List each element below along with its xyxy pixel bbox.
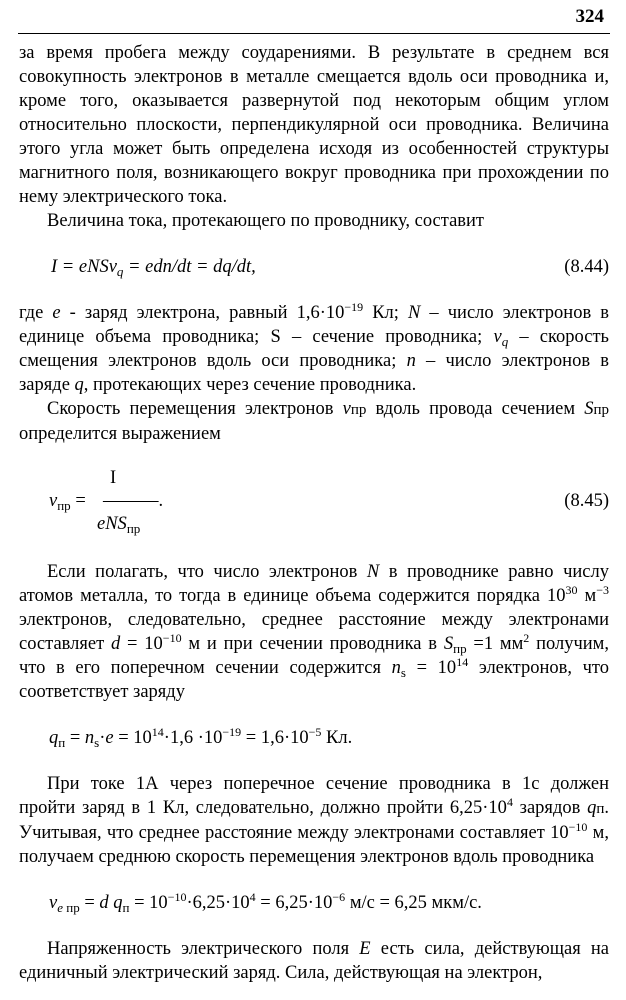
- paragraph-2: Величина тока, протекающего по проводнику, составит: [47, 211, 484, 231]
- fraction-numerator: I: [110, 468, 117, 488]
- equation-charge: $q_п = n_s\cdot e = 10^{14}\cdot 1,6 \cdot 10^{-19} = 1,6\cdot 10^{-5}$ Кл.: [49, 725, 353, 750]
- header-rule: [18, 33, 610, 34]
- equation-number: (8.45): [564, 491, 609, 511]
- equation-8-44: [19, 255, 609, 279]
- page-body: [19, 41, 609, 985]
- equation-8-44-expression: I = eNSv$_q$ = edn/dt = dq/dt,: [51, 257, 256, 279]
- paragraph-3: где e - заряд электрона, равный $1,6\cdot 10^{-19}$ Кл; N – число электронов в единице объема проводника; S – сечение проводника; $v_q$ – скорость смещения электронов вдоль оси проводника; n – число электронов в заряде q, протекающих через сечение проводника.: [19, 300, 610, 395]
- equation-velocity: $v_{e пр} = d$ $q_п = 10^{-10}\cdot 6,25\cdot 10^4 = 6,25\cdot 10^{-6}$ м/с = 6,25 мкм/с.: [49, 890, 482, 915]
- fraction-denominator: eNS$_{пр}$: [97, 514, 141, 536]
- paragraph-1: за время пробега между соударениями. В результате в среднем вся совокупность электронов в металле смещается вдоль оси проводника и, кроме того, оказывается развернутой под некоторым общим углом относительно плоскости, перпендикулярной оси проводника. Величина этого угла может быть определена исходя из особенностей структуры магнитного поля, возникающего вокруг проводника при прохождении по нему электрического тока.: [19, 43, 609, 207]
- page-number: 324: [575, 6, 604, 27]
- paragraph-5: Если полагать, что число электронов N в проводнике равно числу атомов металла, то тогда в единице объема содержится порядка $10^{30}$ $м^{-3}$ электронов, следовательно, среднее расстояние между электронами составляет $d = 10^{-10}$ м и при сечении проводника в $S_{пр} =1$ $мм^2$ получим, что в его поперечном сечении содержится $n_s = 10^{14}$ электронов, что соответствует заряду: [19, 562, 610, 702]
- equation-number: (8.44): [564, 257, 609, 277]
- equation-8-45-lhs: $v_{пр}$ =: [49, 491, 86, 513]
- paragraph-4: Скорость перемещения электронов vпр вдоль провода сечением Sпр определится выражением: [19, 399, 609, 444]
- fraction-bar: ———.: [103, 491, 164, 511]
- paragraph-7: Напряженность электрического поля E есть сила, действующая на единичный электрический заряд. Сила, действующая на электрон,: [19, 939, 609, 983]
- equation-8-45: [19, 466, 609, 536]
- paragraph-6: При токе 1А через поперечное сечение проводника в 1с должен пройти заряд в 1 Кл, следовательно, должно пройти $6,25\cdot 10^4$ зарядов qп. Учитывая, что среднее расстояние между электронами составляет $10^{-10}$ м, получаем среднюю скорость перемещения электронов вдоль проводника: [19, 774, 609, 867]
